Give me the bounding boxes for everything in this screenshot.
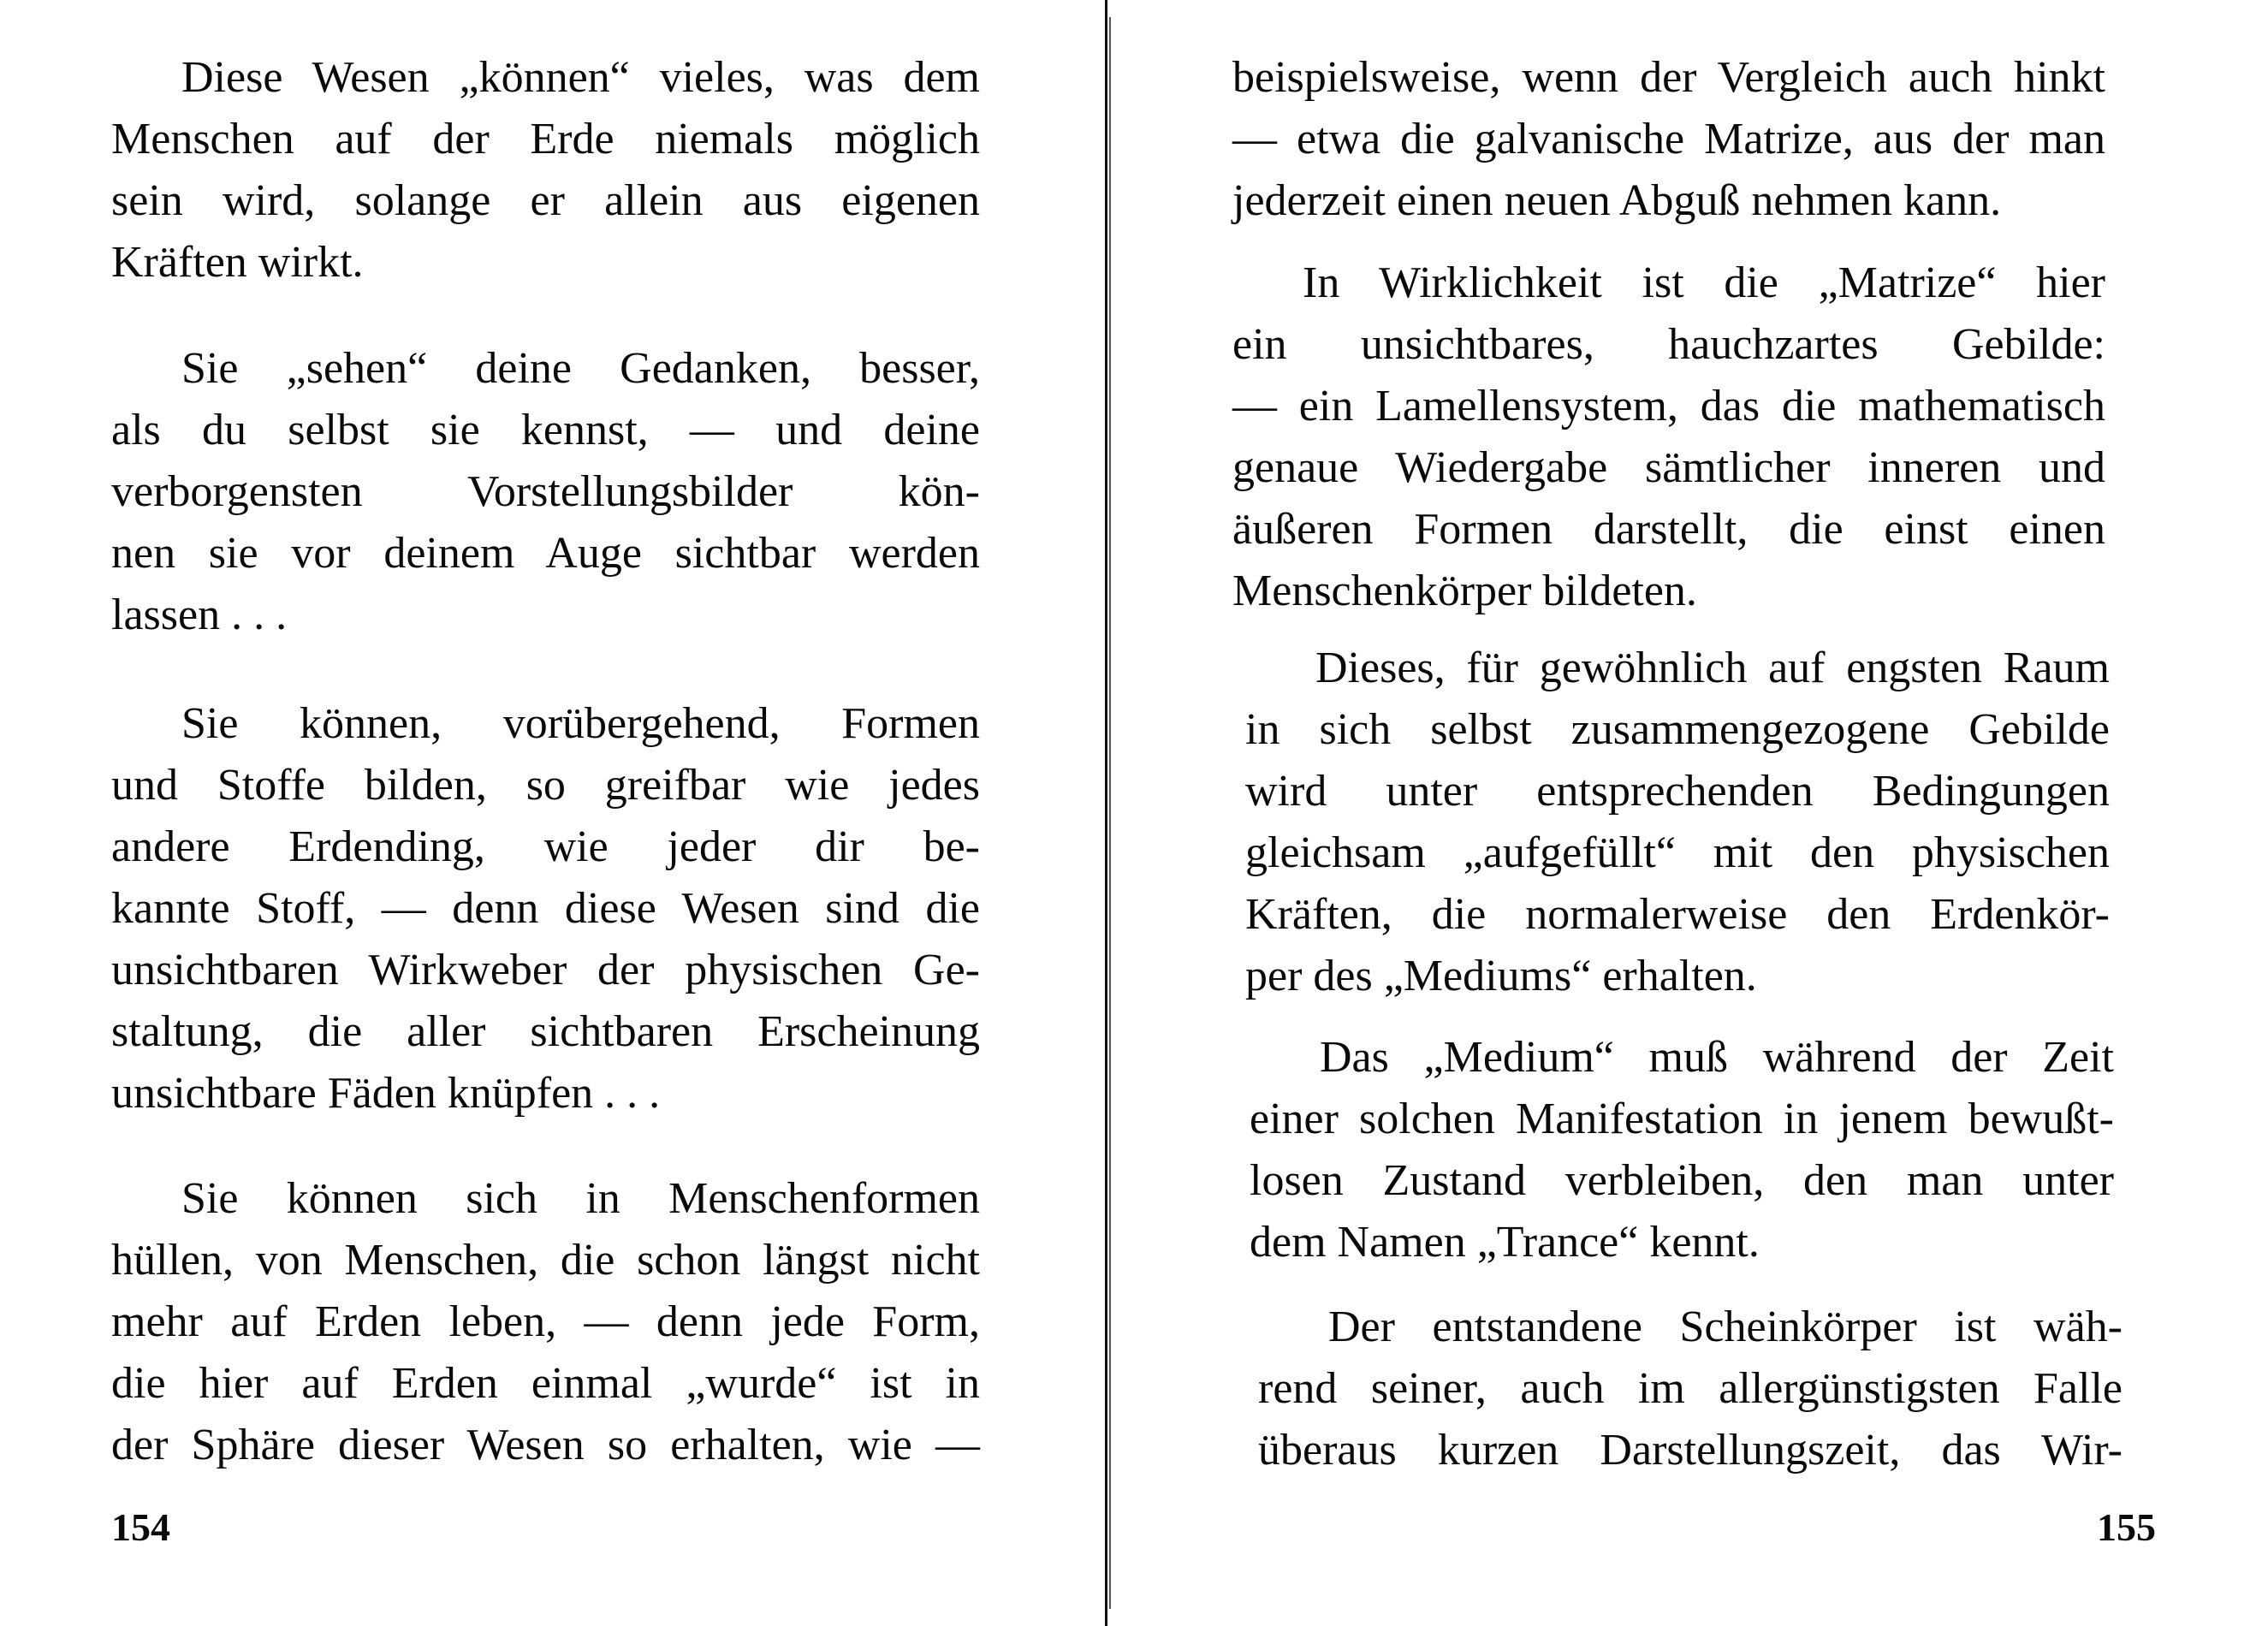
text-line: Das „Medium“ muß während der Zeit <box>1320 1033 2114 1082</box>
text-line: beispielsweise, wenn der Vergleich auch hinkt <box>1232 53 2105 102</box>
text-line: staltung, die aller sichtbaren Erscheinung <box>111 1007 980 1056</box>
text-line: dem Namen „Trance“ kennt. <box>1250 1218 1760 1267</box>
paragraph <box>111 1168 980 1476</box>
text-line: rend seiner, auch im allergünstigsten Falle <box>1258 1364 2123 1413</box>
text-line: und Stoffe bilden, so greifbar wie jedes <box>111 761 980 810</box>
text-line: unsichtbare Fäden knüpfen . . . <box>111 1069 661 1118</box>
right-page <box>1113 0 2268 1626</box>
text-line: unsichtbaren Wirkweber der physischen Ge- <box>111 946 980 994</box>
page-number: 154 <box>111 1505 170 1549</box>
text-line: Diese Wesen „können“ vieles, was dem <box>181 53 980 102</box>
text-line: äußeren Formen darstellt, die einst einen <box>1232 505 2105 554</box>
text-line: — etwa die galvanische Matrize, aus der man <box>1232 115 2105 163</box>
text-line: verborgensten Vorstellungsbilder kön- <box>111 467 980 516</box>
text-line: Sie können sich in Menschenformen <box>181 1174 980 1223</box>
text-line: gleichsam „aufgefüllt“ mit den physischen <box>1245 828 2110 877</box>
text-line: überaus kurzen Darstellungszeit, das Wir- <box>1258 1426 2123 1475</box>
text-line: in sich selbst zusammengezogene Gebilde <box>1245 705 2110 754</box>
text-line: Menschenkörper bildeten. <box>1232 567 1697 615</box>
paragraph <box>111 693 980 1125</box>
text-line: wird unter entsprechenden Bedingungen <box>1245 767 2110 816</box>
text-line: Dieses, für gewöhnlich auf engsten Raum <box>1315 644 2110 692</box>
gutter-line <box>1109 17 1111 1609</box>
text-line: genaue Wiedergabe sämtlicher inneren und <box>1232 443 2105 492</box>
text-line: Menschen auf der Erde niemals möglich <box>111 115 980 163</box>
text-line: In Wirklichkeit ist die „Matrize“ hier <box>1303 258 2105 307</box>
text-line: Sie „sehen“ deine Gedanken, besser, <box>181 344 980 393</box>
text-line: sein wird, solange er allein aus eigenen <box>111 176 980 225</box>
gutter-line <box>1105 0 1107 1626</box>
text-line: andere Erdending, wie jeder dir be- <box>111 822 980 871</box>
paragraph <box>1250 1027 2114 1273</box>
text-line: mehr auf Erden leben, — denn jede Form, <box>111 1297 980 1346</box>
paragraph <box>111 47 980 294</box>
text-line: hüllen, von Menschen, die schon längst nicht <box>111 1236 980 1285</box>
paragraph <box>1232 252 2105 622</box>
paragraph <box>1245 638 2110 1007</box>
text-line: Der entstandene Scheinkörper ist wäh- <box>1328 1303 2123 1351</box>
paragraph <box>1258 1297 2123 1481</box>
text-line: einer solchen Manifestation in jenem bewußt- <box>1250 1095 2114 1143</box>
text-line: ein unsichtbares, hauchzartes Gebilde: <box>1232 320 2105 369</box>
book-gutter <box>1105 0 1112 1626</box>
text-line: kannte Stoff, — denn diese Wesen sind die <box>111 884 980 933</box>
page-number: 155 <box>2097 1505 2156 1549</box>
text-line: losen Zustand verbleiben, den man unter <box>1250 1156 2114 1205</box>
paragraph <box>111 338 980 646</box>
text-line: per des „Mediums“ erhalten. <box>1245 952 1757 1000</box>
text-line: jederzeit einen neuen Abguß nehmen kann. <box>1232 176 2002 225</box>
text-line: Sie können, vorübergehend, Formen <box>181 699 980 748</box>
text-line: der Sphäre dieser Wesen so erhalten, wie — <box>111 1421 980 1469</box>
text-line: nen sie vor deinem Auge sichtbar werden <box>111 529 980 578</box>
text-line: lassen . . . <box>111 590 288 639</box>
text-line: — ein Lamellensystem, das die mathematisch <box>1232 382 2105 430</box>
text-line: Kräften, die normalerweise den Erdenkör- <box>1245 890 2110 939</box>
paragraph <box>1232 47 2105 232</box>
text-line: als du selbst sie kennst, — und deine <box>111 406 980 454</box>
text-line: die hier auf Erden einmal „wurde“ ist in <box>111 1359 980 1408</box>
text-line: Kräften wirkt. <box>111 238 364 287</box>
left-page <box>0 0 1104 1626</box>
